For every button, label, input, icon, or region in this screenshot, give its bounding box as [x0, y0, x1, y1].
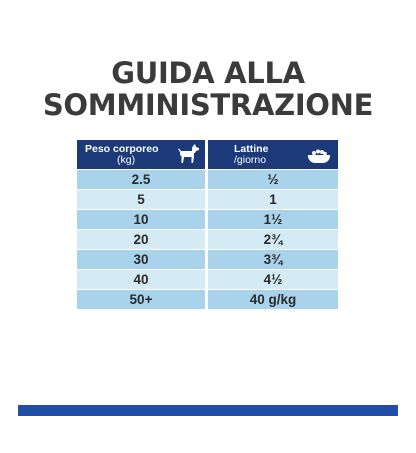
weight-cell: 50+ — [77, 290, 205, 309]
table-row — [77, 250, 338, 269]
cans-cell: 40 g/kg — [208, 290, 338, 309]
header-weight — [77, 140, 205, 169]
table-row — [77, 270, 338, 289]
page-title — [0, 57, 416, 121]
food-bowl-icon — [306, 145, 332, 165]
table-header — [77, 140, 338, 169]
header-weight-unit: (kg) — [117, 154, 136, 166]
weight-cell: 40 — [77, 270, 205, 289]
title-line-2: SOMMINISTRAZIONE — [42, 88, 374, 122]
title-line-1: GUIDA ALLA — [111, 56, 305, 90]
cans-cell: 4½ — [208, 270, 338, 289]
weight-cell: 30 — [77, 250, 205, 269]
feeding-table — [77, 140, 338, 309]
table-row — [77, 210, 338, 229]
cans-cell: 1 — [208, 190, 338, 209]
weight-cell: 10 — [77, 210, 205, 229]
table-row — [77, 190, 338, 209]
weight-cell: 5 — [77, 190, 205, 209]
weight-cell: 20 — [77, 230, 205, 249]
table-row — [77, 290, 338, 309]
cans-cell: 1½ — [208, 210, 338, 229]
table-row — [77, 170, 338, 189]
header-cans-unit: /giorno — [234, 154, 267, 166]
header-cans — [208, 140, 338, 169]
cans-cell: 2¾ — [208, 230, 338, 249]
cans-cell: 3¾ — [208, 250, 338, 269]
table-row — [77, 230, 338, 249]
cans-cell: ½ — [208, 170, 338, 189]
weight-cell: 2.5 — [77, 170, 205, 189]
dog-icon — [175, 143, 201, 165]
bottom-accent-bar — [18, 405, 398, 416]
header-cans-label: Lattine — [234, 143, 269, 155]
header-weight-label: Peso corporeo — [85, 143, 159, 155]
